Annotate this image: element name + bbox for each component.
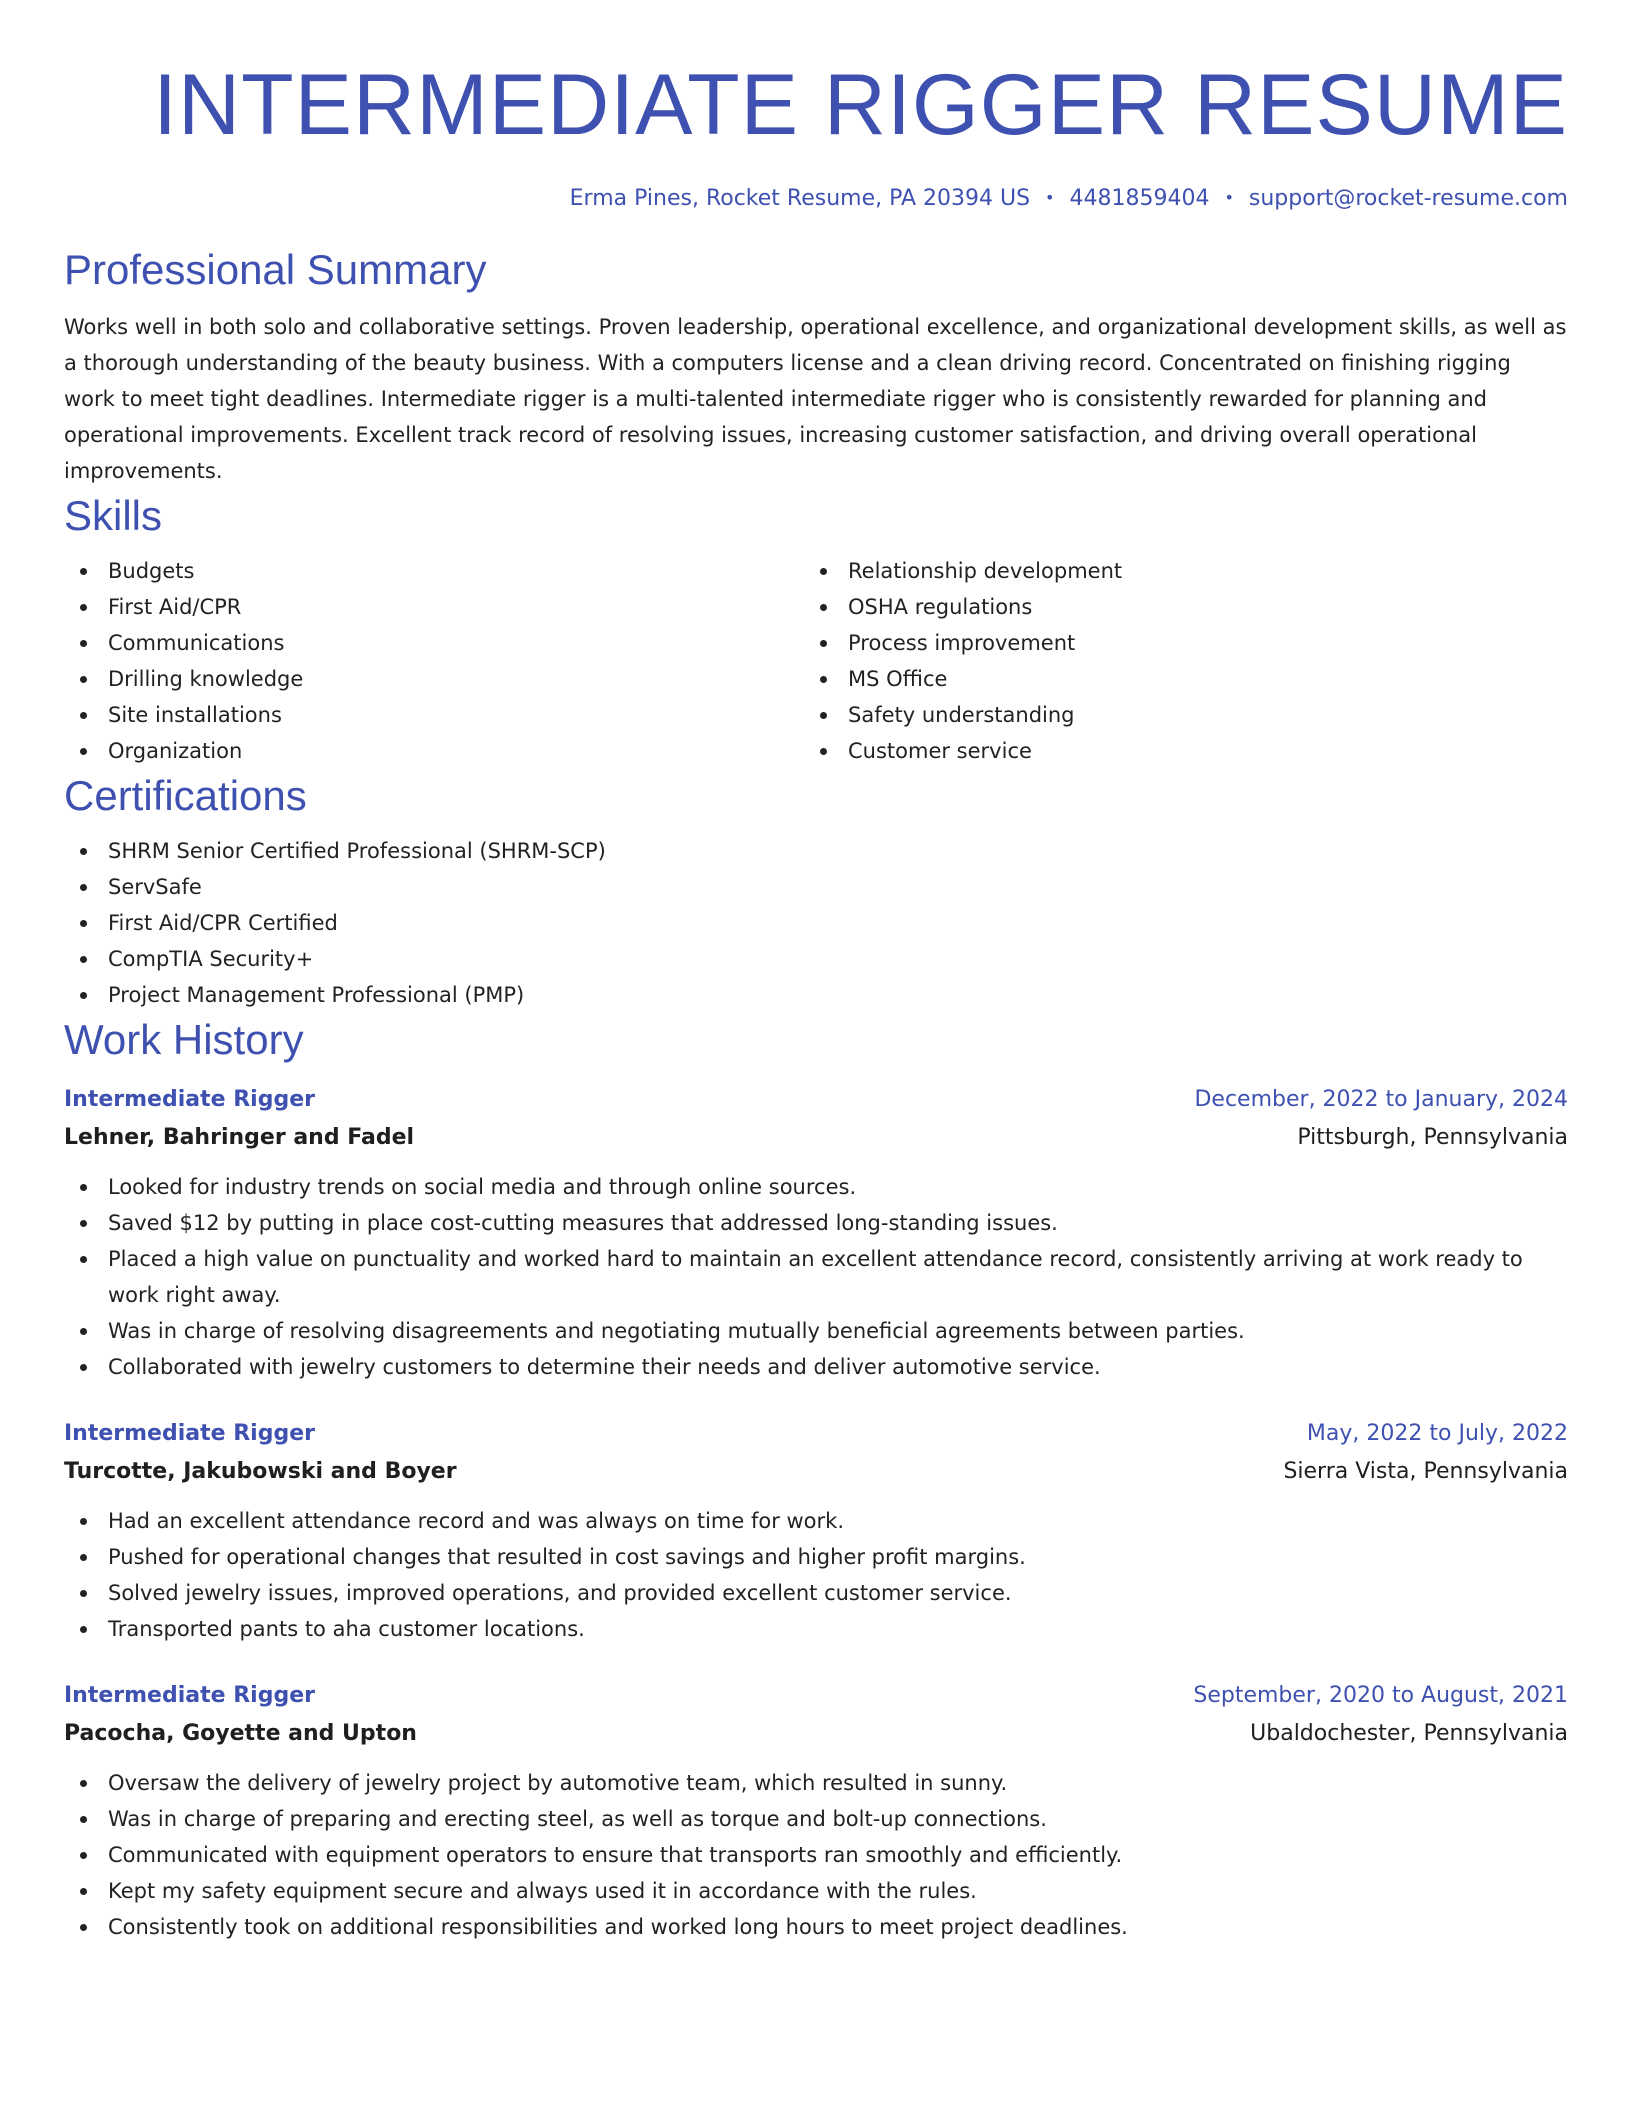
job-bullet: Was in charge of preparing and erecting steel, as well as torque and bolt-up connections. (64, 1801, 1568, 1837)
job-title: Intermediate Rigger (64, 1087, 315, 1112)
job-bullets (64, 1169, 1568, 1385)
job-dates: May, 2022 to July, 2022 (1306, 1421, 1568, 1446)
contact-separator: • (1224, 188, 1234, 207)
job-title: Intermediate Rigger (64, 1421, 315, 1446)
job-bullet: Was in charge of resolving disagreements and negotiating mutually beneficial agreements between parties. (64, 1313, 1568, 1349)
resume-title: INTERMEDIATE RIGGER RESUME (153, 57, 1568, 153)
job-bullet: Collaborated with jewelry customers to determine their needs and deliver automotive service. (64, 1349, 1568, 1385)
job-bullet: Pushed for operational changes that resulted in cost savings and higher profit margins. (64, 1539, 1568, 1575)
job-location: Sierra Vista, Pennsylvania (1283, 1459, 1568, 1484)
skill-item: Relationship development (804, 553, 1544, 589)
job-bullet: Had an excellent attendance record and was always on time for work. (64, 1503, 1568, 1539)
certification-item: ServSafe (64, 869, 1568, 905)
work-history-heading: Work History (64, 1016, 304, 1063)
contact-line (64, 182, 1568, 215)
job-bullet: Placed a high value on punctuality and worked hard to maintain an excellent attendance record, consistently arriving at work ready to work right away. (64, 1241, 1568, 1313)
job-entry (64, 1415, 1568, 1647)
skill-item: Drilling knowledge (64, 661, 804, 697)
skills-column-left (64, 553, 804, 769)
certifications-list (64, 833, 1568, 1013)
skill-item: Communications (64, 625, 804, 661)
certification-item: CompTIA Security+ (64, 941, 1568, 977)
contact-phone: 4481859404 (1069, 186, 1210, 211)
contact-address: Erma Pines, Rocket Resume, PA 20394 US (569, 186, 1031, 211)
job-bullets (64, 1765, 1568, 1945)
job-company: Lehner, Bahringer and Fadel (64, 1125, 415, 1150)
certification-item: Project Management Professional (PMP) (64, 977, 1568, 1013)
job-bullet: Transported pants to aha customer locations. (64, 1611, 1568, 1647)
skills-grid (64, 553, 1568, 769)
skill-item: Budgets (64, 553, 804, 589)
skills-column-right (804, 553, 1544, 769)
job-location: Ubaldochester, Pennsylvania (1250, 1721, 1568, 1746)
job-bullet: Consistently took on additional responsibilities and worked long hours to meet project deadlines. (64, 1909, 1568, 1945)
skill-item: Process improvement (804, 625, 1544, 661)
job-dates: December, 2022 to January, 2024 (1194, 1087, 1568, 1112)
job-entry (64, 1677, 1568, 1945)
job-company: Turcotte, Jakubowski and Boyer (64, 1459, 457, 1484)
skills-heading: Skills (64, 492, 163, 539)
skill-item: First Aid/CPR (64, 589, 804, 625)
skill-item: MS Office (804, 661, 1544, 697)
job-entry (64, 1081, 1568, 1385)
skill-item: Site installations (64, 697, 804, 733)
certification-item: First Aid/CPR Certified (64, 905, 1568, 941)
summary-heading: Professional Summary (64, 246, 487, 293)
job-bullet: Communicated with equipment operators to ensure that transports ran smoothly and efficiently. (64, 1837, 1568, 1873)
job-bullets (64, 1503, 1568, 1647)
job-location: Pittsburgh, Pennsylvania (1297, 1125, 1568, 1150)
contact-separator: • (1045, 188, 1055, 207)
skill-item: Customer service (804, 733, 1544, 769)
job-dates: September, 2020 to August, 2021 (1193, 1683, 1568, 1708)
job-bullet: Kept my safety equipment secure and always used it in accordance with the rules. (64, 1873, 1568, 1909)
skill-item: Safety understanding (804, 697, 1544, 733)
certifications-heading: Certifications (64, 772, 307, 819)
job-bullet: Solved jewelry issues, improved operations, and provided excellent customer service. (64, 1575, 1568, 1611)
skill-item: Organization (64, 733, 804, 769)
job-title: Intermediate Rigger (64, 1683, 315, 1708)
job-bullet: Saved $12 by putting in place cost-cutting measures that addressed long-standing issues. (64, 1205, 1568, 1241)
contact-email: support@rocket-resume.com (1248, 186, 1568, 211)
job-bullet: Looked for industry trends on social media and through online sources. (64, 1169, 1568, 1205)
skill-item: OSHA regulations (804, 589, 1544, 625)
job-company: Pacocha, Goyette and Upton (64, 1721, 417, 1746)
summary-text: Works well in both solo and collaborative settings. Proven leadership, operational excellence, and organizational development skills, as well as a thorough understanding of the beauty business. With a computers license and a clean driving record. Concentrated on finishing rigging work to meet tight deadlines. Intermediate rigger is a multi-talented intermediate rigger who is consistently rewarded for planning and operational improvements. Excellent track record of resolving issues, increasing customer satisfaction, and driving overall operational improvements. (64, 315, 1567, 483)
job-bullet: Oversaw the delivery of jewelry project by automotive team, which resulted in sunny. (64, 1765, 1568, 1801)
certification-item: SHRM Senior Certified Professional (SHRM-SCP) (64, 833, 1568, 869)
